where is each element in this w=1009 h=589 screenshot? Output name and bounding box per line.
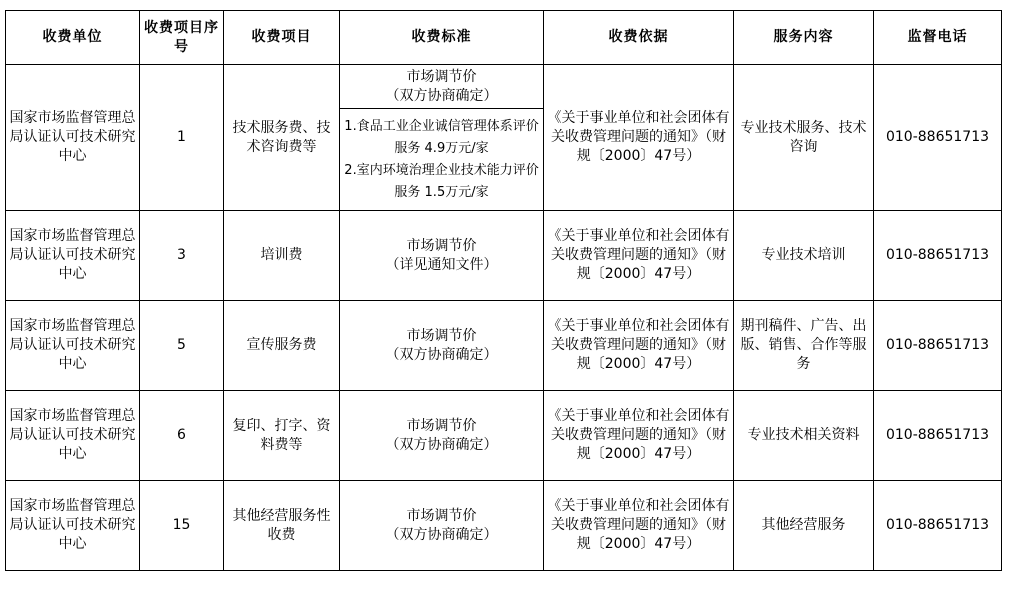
cell-standard: 市场调节价 （双方协商确定） xyxy=(340,391,544,481)
table-row xyxy=(6,65,1002,109)
cell-standard: 市场调节价 （双方协商确定） xyxy=(340,65,544,109)
cell-item: 技术服务费、技术咨询费等 xyxy=(224,65,340,211)
header-row xyxy=(6,11,1002,65)
header-item: 收费项目 xyxy=(224,11,340,65)
cell-service: 专业技术服务、技术咨询 xyxy=(734,65,874,211)
cell-basis: 《关于事业单位和社会团体有关收费管理问题的通知》（财规〔2000〕47号） xyxy=(544,301,734,391)
header-basis: 收费依据 xyxy=(544,11,734,65)
table-row xyxy=(6,391,1002,481)
cell-service: 专业技术相关资料 xyxy=(734,391,874,481)
header-phone: 监督电话 xyxy=(874,11,1002,65)
cell-standard: 市场调节价 （详见通知文件） xyxy=(340,211,544,301)
table-row xyxy=(6,211,1002,301)
cell-phone: 010-88651713 xyxy=(874,301,1002,391)
cell-item: 复印、打字、资料费等 xyxy=(224,391,340,481)
cell-phone: 010-88651713 xyxy=(874,65,1002,211)
cell-standard-detail: 1.食品工业企业诚信管理体系评价服务 4.9万元/家 2.室内环境治理企业技术能力评价服务 1.5万元/家 xyxy=(340,109,544,211)
cell-basis: 《关于事业单位和社会团体有关收费管理问题的通知》（财规〔2000〕47号） xyxy=(544,65,734,211)
cell-standard: 市场调节价 （双方协商确定） xyxy=(340,301,544,391)
cell-unit: 国家市场监督管理总局认证认可技术研究中心 xyxy=(6,391,140,481)
cell-unit: 国家市场监督管理总局认证认可技术研究中心 xyxy=(6,211,140,301)
cell-phone: 010-88651713 xyxy=(874,211,1002,301)
cell-standard: 市场调节价 （双方协商确定） xyxy=(340,481,544,571)
cell-unit: 国家市场监督管理总局认证认可技术研究中心 xyxy=(6,301,140,391)
cell-item: 培训费 xyxy=(224,211,340,301)
cell-phone: 010-88651713 xyxy=(874,481,1002,571)
cell-item: 其他经营服务性收费 xyxy=(224,481,340,571)
table-row xyxy=(6,481,1002,571)
header-seq: 收费项目序号 xyxy=(140,11,224,65)
cell-phone: 010-88651713 xyxy=(874,391,1002,481)
cell-service: 其他经营服务 xyxy=(734,481,874,571)
header-service: 服务内容 xyxy=(734,11,874,65)
cell-seq: 6 xyxy=(140,391,224,481)
cell-seq: 15 xyxy=(140,481,224,571)
cell-basis: 《关于事业单位和社会团体有关收费管理问题的通知》（财规〔2000〕47号） xyxy=(544,481,734,571)
cell-seq: 1 xyxy=(140,65,224,211)
cell-seq: 5 xyxy=(140,301,224,391)
header-unit: 收费单位 xyxy=(6,11,140,65)
header-standard: 收费标准 xyxy=(340,11,544,65)
cell-unit: 国家市场监督管理总局认证认可技术研究中心 xyxy=(6,65,140,211)
cell-seq: 3 xyxy=(140,211,224,301)
cell-service: 专业技术培训 xyxy=(734,211,874,301)
cell-item: 宣传服务费 xyxy=(224,301,340,391)
cell-service: 期刊稿件、广告、出版、销售、合作等服务 xyxy=(734,301,874,391)
cell-basis: 《关于事业单位和社会团体有关收费管理问题的通知》（财规〔2000〕47号） xyxy=(544,391,734,481)
cell-unit: 国家市场监督管理总局认证认可技术研究中心 xyxy=(6,481,140,571)
cell-basis: 《关于事业单位和社会团体有关收费管理问题的通知》（财规〔2000〕47号） xyxy=(544,211,734,301)
fee-table xyxy=(5,10,1002,571)
table-row xyxy=(6,301,1002,391)
